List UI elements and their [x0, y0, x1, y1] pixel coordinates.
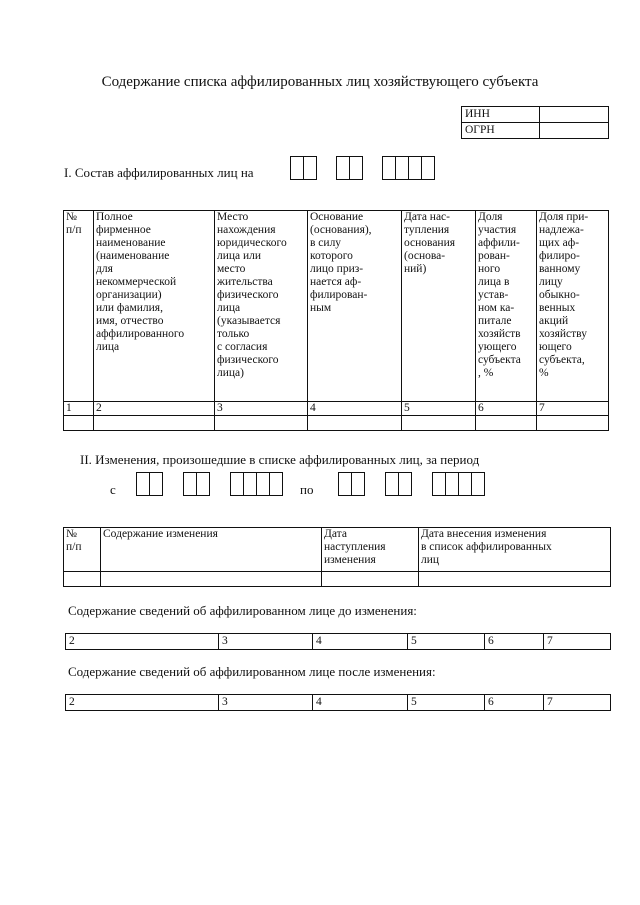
period-to-label: по	[300, 482, 314, 497]
changes-header-row	[64, 528, 611, 572]
col-name-header: Полное фирменное наименование (наименование для некоммерческой организации) или фамилия, имя, отчество аффилированного лица	[94, 211, 215, 402]
after-table[interactable]	[65, 694, 611, 711]
affiliates-table	[63, 210, 609, 431]
before-col: 3	[219, 634, 313, 650]
to-day-boxes[interactable]	[338, 472, 365, 496]
after-col: 7	[544, 695, 611, 711]
before-col: 6	[485, 634, 544, 650]
from-day-boxes[interactable]	[136, 472, 163, 496]
col-number: 2	[94, 402, 215, 416]
after-col: 6	[485, 695, 544, 711]
before-col: 7	[544, 634, 611, 650]
before-col: 5	[408, 634, 485, 650]
col-number: 6	[476, 402, 537, 416]
ogrn-label: ОГРН	[462, 123, 540, 139]
col-date-header: Дата нас- тупления основания (основа- ний)	[402, 211, 476, 402]
from-year-boxes[interactable]	[230, 472, 283, 496]
col-basis-header: Основание (основания), в силу которого лицо приз- нается аф- филирован- ным	[308, 211, 402, 402]
after-col: 3	[219, 695, 313, 711]
section1-year-boxes[interactable]	[382, 156, 435, 180]
document-title: Содержание списка аффилированных лиц хозяйствующего субъекта	[101, 74, 539, 90]
col-number: 1	[64, 402, 94, 416]
col-number: 3	[215, 402, 308, 416]
after-row[interactable]	[66, 695, 611, 711]
before-col: 2	[66, 634, 219, 650]
before-row[interactable]	[66, 634, 611, 650]
col-number-header: № п/п	[64, 211, 94, 402]
section2-label: II. Изменения, произошедшие в списке аффилированных лиц, за период	[80, 452, 480, 467]
change-date-header: Дата наступления изменения	[322, 528, 419, 572]
after-col: 2	[66, 695, 219, 711]
section1-month-boxes[interactable]	[336, 156, 363, 180]
affiliates-header-row	[64, 211, 609, 402]
before-col: 4	[313, 634, 408, 650]
affiliates-number-row	[64, 402, 609, 416]
after-label: Содержание сведений об аффилированном лице после изменения:	[68, 664, 436, 679]
affiliates-empty-row[interactable]	[64, 416, 609, 431]
col-number: 5	[402, 402, 476, 416]
inn-value[interactable]	[540, 107, 609, 123]
before-table[interactable]	[65, 633, 611, 650]
changes-empty-row[interactable]	[64, 572, 611, 587]
col-number: 7	[537, 402, 609, 416]
before-label: Содержание сведений об аффилированном лице до изменения:	[68, 603, 417, 618]
ogrn-value[interactable]	[540, 123, 609, 139]
change-content-header: Содержание изменения	[101, 528, 322, 572]
col-shares-header: Доля при- надлежа- щих аф- филиро- ванному лицу обыкно- венных акций хозяйству ющего субъекта, %	[537, 211, 609, 402]
period-from-label: с	[110, 482, 116, 497]
from-month-boxes[interactable]	[183, 472, 210, 496]
col-address-header: Место нахождения юридического лица или место жительства физического лица (указывается только с согласия физического лица)	[215, 211, 308, 402]
changes-table	[63, 527, 611, 587]
col-number: 4	[308, 402, 402, 416]
col-share-header: Доля участия аффили- рован- ного лица в устав- ном ка- питале хозяйств ующего субъекта , %	[476, 211, 537, 402]
codes-table	[461, 106, 609, 139]
to-year-boxes[interactable]	[432, 472, 485, 496]
change-entry-date-header: Дата внесения изменения в список аффилированных лиц	[419, 528, 611, 572]
section1-label: I. Состав аффилированных лиц на	[64, 165, 254, 180]
section1-day-boxes[interactable]	[290, 156, 317, 180]
after-col: 4	[313, 695, 408, 711]
change-number-header: № п/п	[64, 528, 101, 572]
after-col: 5	[408, 695, 485, 711]
to-month-boxes[interactable]	[385, 472, 412, 496]
inn-label: ИНН	[462, 107, 540, 123]
